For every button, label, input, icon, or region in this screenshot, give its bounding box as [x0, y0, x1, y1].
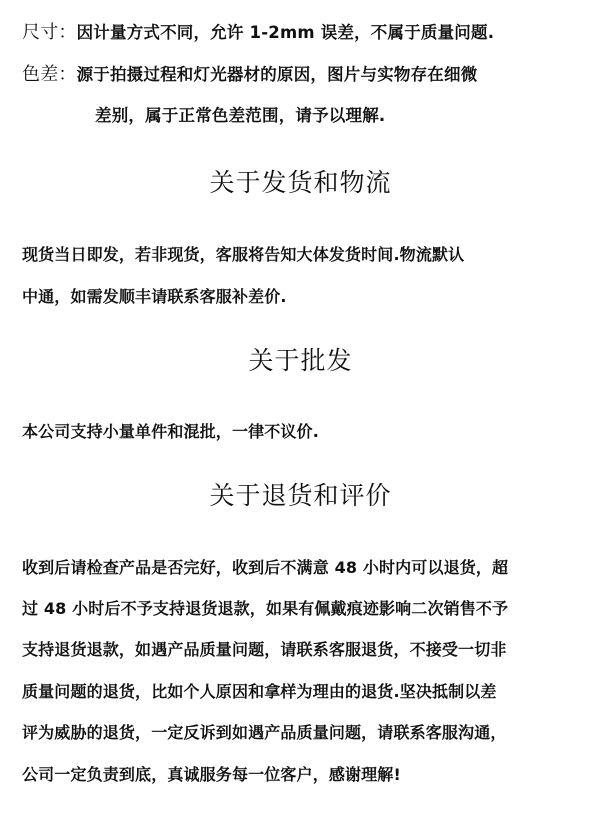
returns-line-1: 收到后请检查产品是否完好，收到后不满意 48 小时内可以退货，超: [22, 558, 509, 577]
color-notice-cont: [95, 105, 385, 127]
color-text-line-2: 差别，属于正常色差范围，请予以理解.: [95, 106, 386, 125]
returns-line-6: 公司一定负责到底，真诚服务每一位客户，感谢理解!: [22, 765, 401, 784]
shipping-line-1: 现货当日即发，若非现货，客服将告知大体发货时间.物流默认: [22, 245, 465, 264]
wholesale-heading: 关于批发: [248, 346, 353, 375]
color-text-line-1: 源于拍摄过程和灯光器材的原因，图片与实物存在细微: [76, 65, 478, 84]
shipping-line-2: 中通，如需发顺丰请联系客服补差价.: [22, 287, 287, 306]
size-text: 因计量方式不同，允许 1-2mm 误差，不属于质量问题.: [76, 23, 495, 42]
returns-line-3: 支持退货退款，如遇产品质量问题，请联系客服退货，不接受一切非: [22, 640, 507, 659]
color-label: 色差：: [22, 64, 77, 85]
color-notice: [22, 64, 477, 86]
size-notice: [22, 22, 494, 44]
returns-line-4: 质量问题的退货，比如个人原因和拿样为理由的退货.坚决抵制以差: [22, 682, 497, 701]
returns-heading: 关于退货和评价: [209, 481, 392, 510]
wholesale-line-1: 本公司支持小量单件和混批，一律不议价.: [22, 422, 319, 441]
returns-line-5: 评为威胁的退货，一定反诉到如遇产品质量问题，请联系客服沟通，: [22, 723, 507, 742]
returns-line-2: 过 48 小时后不予支持退货退款，如果有佩戴痕迹影响二次销售不予: [22, 599, 509, 618]
shipping-heading: 关于发货和物流: [209, 168, 392, 197]
size-label: 尺寸：: [22, 22, 77, 43]
